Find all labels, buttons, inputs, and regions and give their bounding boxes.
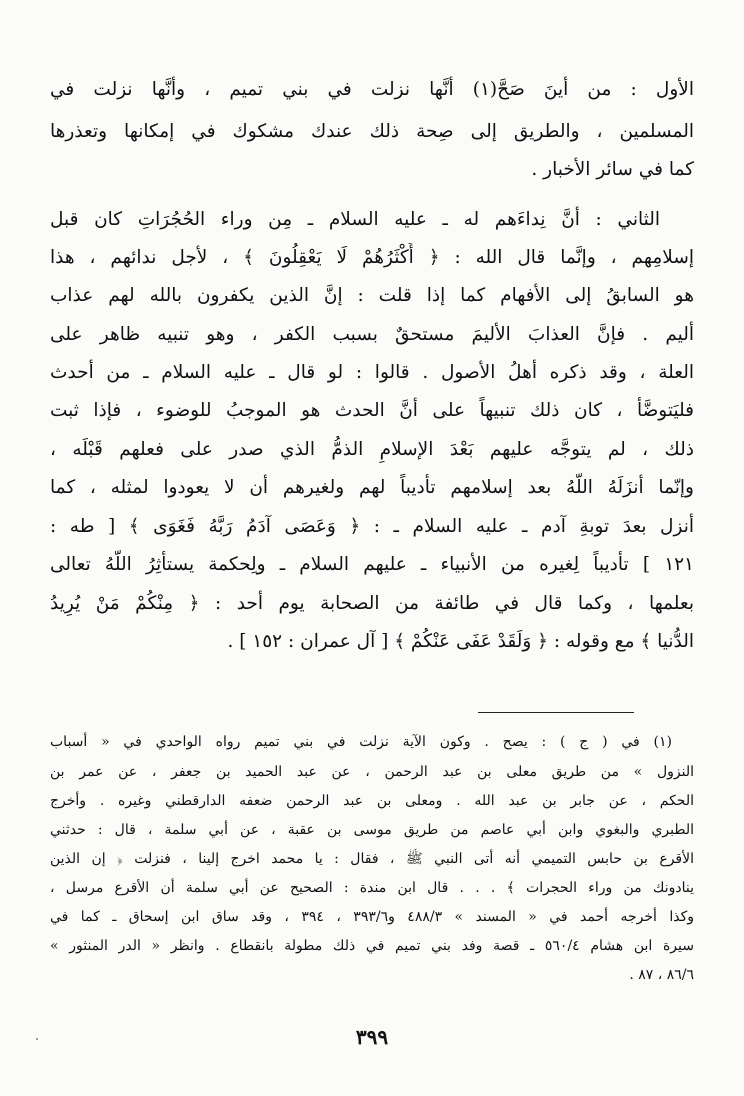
- footnote-line: الأقرع بن حابس التميمي أنه أتى النبي ﷺ ، فقال : يا محمد اخرج إلينا ، فنزلت ﴿ إن الذين: [50, 851, 694, 867]
- main-line: ذلك ، لم يتوجَّه عليهم بَعْدَ الإسلامِ الذمُّ الذي صدر على فعلهم قَبْلَه ،: [50, 439, 694, 460]
- main-line: أليم . فإنَّ العذابَ الأليمَ مستحقٌ بسبب الكفر ، وهو تنبيه ظاهر على: [50, 324, 694, 345]
- footnote-line: (١) في ( ج ) : يصح . وكون الآية نزلت في بني تميم رواه الواحدي في « أسباب: [50, 734, 672, 750]
- footnote-line: ينادونك من وراء الحجرات ﴾ . . . قال ابن مندة : الصحيح عن أبي سلمة أن الأقرع مرسل ،: [50, 880, 694, 896]
- main-line: ١٢١ ] تأديباً لِغيره من الأنبياء ـ عليهم السلام ـ ولِحكمة يستأثِرُ اللَّهُ تعالى: [50, 554, 694, 575]
- main-line: كما في سائر الأخبار .: [531, 159, 694, 180]
- footnote-line: وكذا أخرجه أحمد في « المسند » ٤٨٨/٣ و٣٩٣/٦ ، ٣٩٤ ، وقد ساق ابن إسحاق ـ كما في: [50, 909, 694, 925]
- footnote-line: الطبري والبغوي وابن أبي عاصم من طريق موسى بن عقبة ، عن أبي سلمة ، قال : حدثني: [50, 822, 694, 838]
- footnote-separator: [478, 712, 634, 713]
- main-line: العلة ، وقد ذكره أهلُ الأصول . قالوا : لو قال ـ عليه السلام ـ من أحدث: [50, 362, 694, 383]
- main-line: الثاني : أنَّ نِداءَهم له ـ عليه السلام ـ مِن وراء الحُجُرَاتِ كان قبل: [50, 209, 660, 230]
- page-number: ٣٩٩: [355, 1025, 389, 1049]
- main-line: أنزل بعدَ توبةِ آدم ـ عليه السلام ـ : ﴿ وَعَصَى آدَمُ رَبَّهُ فَغَوَى ﴾ [ طه :: [50, 516, 694, 537]
- main-line: بعلمها ، وكما قال في طائفة من الصحابة يوم أحد : ﴿ مِنْكُمْ مَنْ يُرِيدُ: [50, 593, 694, 614]
- main-line: الأول : من أينَ صَحَّ(١) أنَّها نزلت في بني تميم ، وأنَّها نزلت في: [50, 79, 694, 100]
- main-line: المسلمين ، والطريق إلى صِحة ذلك عندك مشكوك في إمكانها وتعذرها: [50, 121, 694, 142]
- main-line: إسلامِهم ، وإنَّما قال الله : ﴿ أَكْثَرُهُمْ لَا يَعْقِلُونَ ﴾ ، لأجل ندائهم ، هذا: [50, 247, 694, 268]
- main-line: هو السابقُ إلى الأفهام كما إذا قلت : إنَّ الذين يكفرون بالله لهم عذاب: [50, 285, 694, 306]
- footnote-line: النزول » من طريق معلى بن عبد الرحمن ، عن عبد الحميد بن جعفر ، عن عمر بن: [50, 764, 694, 780]
- footnote-line: ٨٦/٦ ، ٨٧ .: [629, 967, 694, 983]
- footnote-line: الحكم ، عن جابر بن عبد الله . ومعلى بن عبد الرحمن ضعفه الدارقطني وغيره . وأخرج: [50, 793, 694, 809]
- footnote-line: سيرة ابن هشام ٥٦٠/٤ ـ قصة وفد بني تميم في ذلك مطولة بانقطاع . وانظر « الدر المنثور »: [50, 938, 694, 954]
- main-line: فليَتوضَّأْ ، كان ذلك تنبيهاً على أنَّ الحدث هو الموجبُ للوضوء ، فإذا ثبت: [50, 400, 694, 421]
- main-line: وإنّما أنزَلَهُ اللَّهُ بعد إسلامهم تأديباً لهم ولغيرهم أن لا يعودوا لمثله ، كما: [50, 477, 694, 498]
- speck: [36, 1038, 38, 1040]
- main-line: الدُّنيا ﴾ مع وقوله : ﴿ وَلَقَدْ عَفَى عَنْكُمْ ﴾ [ آل عمران : ١٥٢ ] .: [227, 631, 694, 652]
